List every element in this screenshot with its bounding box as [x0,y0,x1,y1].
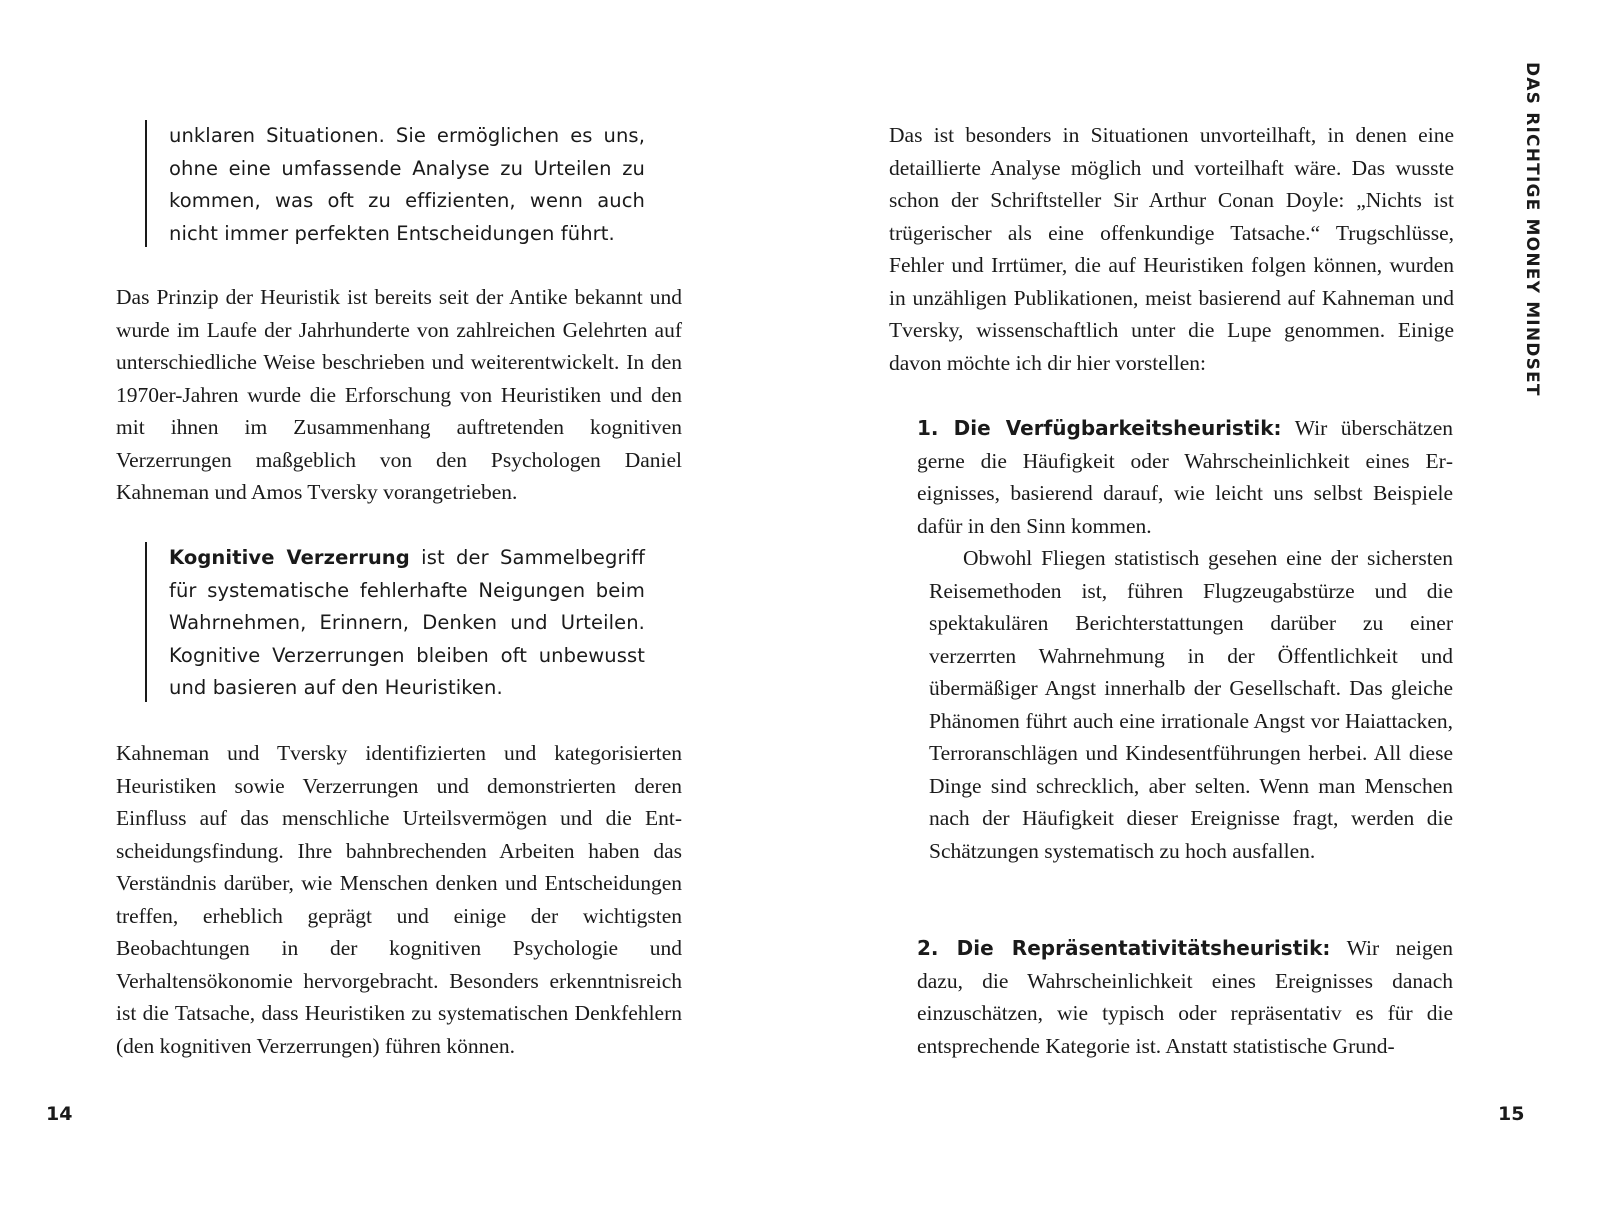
list-item-example-paragraph: Obwohl Fliegen statistisch gesehen eine der sichersten Reisemethoden ist, führen Flugzeugabstürze und die spektakulären Berichterstattungen darüber zu einer verzerrten Wahrnehmung in der Öffentlichkeit und übermäßiger Angst innerhalb der Gesellschaft. Das gleiche Phänomen führt auch eine irrationale Angst vor Haiattacken, Terroranschlägen und Kindesentführungen herbei. All diese Dinge sind schrecklich, aber selten. Wenn man Menschen nach der Häufigkeit dieser Ereignisse fragt, werden die Schätzungen systematisch zu hoch ausfallen. [929,546,1453,863]
definition-box-text: unklaren Situationen. Sie ermöglichen es uns, ohne eine umfassende Analyse zu Urteilen zu kommen, was oft zu effizienten, wenn auch nicht immer perfekten Entscheidungen führt. [169,124,645,245]
definition-body: ist der Sammelbegriff für systematische fehlerhafte Neigungen beim Wahrnehmen, Erinnern, Denken und Urteilen. Kognitive Verzerrungen bleiben oft unbewusst und basieren auf den Heuristiken. [169,546,646,699]
page-number-left: 14 [46,1103,73,1125]
definition-box-heuristik [145,120,645,247]
list-item-repraesentativitaetsheuristik [917,932,1453,1062]
page-number-right: 15 [1498,1103,1525,1125]
body-paragraph-kahneman-tversky: Kahneman und Tversky identifizierten und kategorisierten Heuristiken sowie Verzerrungen und demonstrierten deren Einfluss auf das menschliche Urteilsvermögen und die Entscheidungsfindung. Ihre bahnbrechenden Arbeiten haben das Verständnis darüber, wie Menschen denken und Entscheidungen treffen, erheblich geprägt und einige der wichtigsten Beobachtungen in der kognitiven Psychologie und Verhaltensökonomie hervorgebracht. Besonders erkenntnisreich ist die Tatsache, dass Heuristiken zu systematischen Denkfehlern (den kognitiven Verzerrungen) führen können. [116,741,682,1058]
body-paragraph-heuristik-history: Das Prinzip der Heuristik ist bereits seit der Antike bekannt und wurde im Laufe der Jahrhunderte von zahlreichen Gelehrten auf unterschiedliche Weise beschrieben und weiterentwickelt. In den 1970er-Jahren wurde die Erforschung von Heuristiken und den mit ihnen im Zusammenhang auftretenden kognitiven Verzerrungen maßgeblich von den Psychologen Daniel Kahneman und Amos Tversky vorangetrieben. [116,285,682,504]
list-item-text: Wir überschätzen gerne die Häufigkeit oder Wahrscheinlichkeit eines Ereignisses, basierend darauf, wie leicht uns selbst Beispiele dafür in den Sinn kommen. [917,416,1453,538]
running-header: DAS RICHTIGE MONEY MINDSET [1522,62,1542,397]
body-paragraph-intro: Das ist besonders in Situationen unvorteilhaft, in denen eine detaillierte Analyse möglich und vorteilhaft wäre. Das wusste schon der Schriftsteller Sir Arthur Conan Doyle: „Nichts ist trügerischer als eine offenkundige Tatsache.“ Trugschlüsse, Fehler und Irrtümer, die auf Heuristiken folgen können, wurden in unzähligen Publikationen, meist basierend auf Kahneman und Tversky, wissenschaftlich unter die Lupe genommen. Einige davon möchte ich dir hier vorstellen: [889,123,1454,375]
list-item-text: Wir neigen dazu, die Wahrscheinlichkeit eines Ereignisses danach einzuschätzen, wie typisch oder repräsentativ es für die entsprechende Kategorie ist. Anstatt statistische Grund- [917,936,1453,1058]
list-item-heading: 1. Die Verfügbarkeitsheuristik: [917,416,1282,440]
definition-box-text [169,542,645,705]
right-page [803,0,1606,1211]
list-item-verfuegbarkeitsheuristik [917,412,1453,542]
list-item-heading: 2. Die Repräsentativitätsheuristik: [917,936,1331,960]
definition-term: Kognitive Verzerrung [169,546,410,569]
definition-box-kognitive-verzerrung [145,542,645,702]
